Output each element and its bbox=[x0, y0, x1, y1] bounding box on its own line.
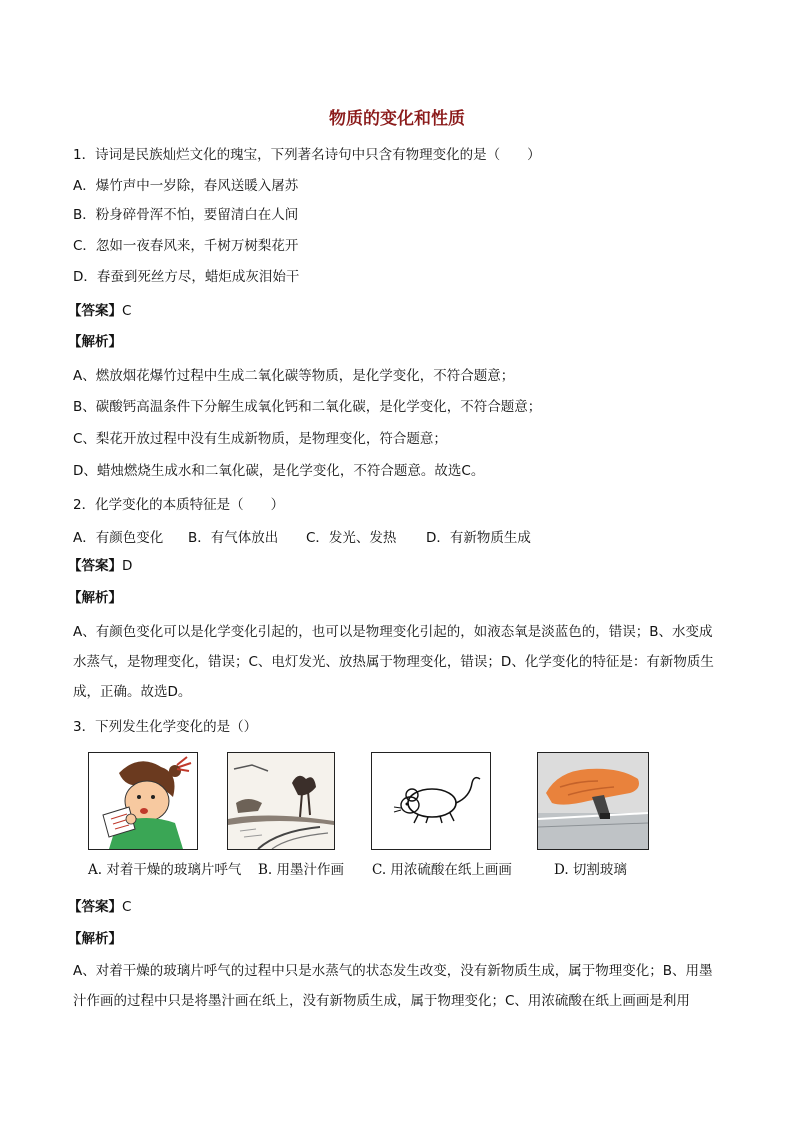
q1-option-d: D．春蚕到死丝方尽，蜡炬成灰泪始干 bbox=[73, 269, 300, 285]
q1-analysis-d: D、蜡烛燃烧生成水和二氧化碳，是化学变化，不符合题意。故选C。 bbox=[73, 463, 485, 479]
q3-stem: 3．下列发生化学变化的是（） bbox=[73, 719, 258, 735]
image-cutting-glass bbox=[537, 752, 649, 850]
q1-analysis-a: A、燃放烟花爆竹过程中生成二氧化碳等物质，是化学变化，不符合题意； bbox=[73, 368, 515, 384]
q2-analysis: A、有颜色变化可以是化学变化引起的，也可以是物理变化引起的，如液态氧是淡蓝色的，错误；B、水变成水蒸气，是物理变化，错误；C、电灯发光、放热属于物理变化，错误；D、化学变化的特征是：有新物质生成，正确。故选D。 bbox=[73, 624, 714, 700]
q2-option-d: D．有新物质生成 bbox=[426, 530, 531, 546]
answer-value: C bbox=[122, 303, 132, 319]
q1-analysis-c: C、梨花开放过程中没有生成新物质，是物理变化，符合题意； bbox=[73, 431, 447, 447]
answer-label: 【答案】 bbox=[68, 558, 122, 574]
q2-answer bbox=[68, 557, 132, 575]
answer-value: D bbox=[122, 558, 133, 574]
q1-option-a: A．爆竹声中一岁除，春风送暖入屠苏 bbox=[73, 178, 299, 194]
q2-option-b: B．有气体放出 bbox=[188, 530, 279, 546]
answer-label: 【答案】 bbox=[68, 303, 122, 319]
q2-stem: 2．化学变化的本质特征是（ ） bbox=[73, 497, 285, 513]
q2-options bbox=[73, 526, 531, 546]
q3-caption-d: D. 切割玻璃 bbox=[554, 862, 627, 878]
q1-analysis-b: B、碳酸钙高温条件下分解生成氧化钙和二氧化碳，是化学变化，不符合题意； bbox=[73, 399, 542, 415]
q1-option-c: C．忽如一夜春风来，千树万树梨花开 bbox=[73, 238, 299, 254]
image-ink-painting bbox=[227, 752, 335, 850]
q1-option-b: B．粉身碎骨浑不怕，要留清白在人间 bbox=[73, 207, 299, 223]
q1-analysis-label: 【解析】 bbox=[68, 334, 122, 350]
q2-option-a: A．有颜色变化 bbox=[73, 530, 164, 546]
image-mouse-drawing bbox=[371, 752, 491, 850]
q3-analysis: A、对着干燥的玻璃片呼气的过程中只是水蒸气的状态发生改变，没有新物质生成，属于物理变化；B、用墨汁作画的过程中只是将墨汁画在纸上，没有新物质生成，属于物理变化；C、用浓硫酸在纸上画画是利用 bbox=[73, 963, 713, 1009]
q3-caption-b: B. 用墨汁作画 bbox=[258, 862, 345, 878]
q3-analysis-label: 【解析】 bbox=[68, 931, 122, 947]
q3-answer bbox=[68, 898, 131, 916]
image-breathing-on-glass bbox=[88, 752, 198, 850]
q2-analysis-label: 【解析】 bbox=[68, 590, 122, 606]
q1-answer bbox=[68, 302, 131, 320]
q2-option-c: C．发光、发热 bbox=[306, 530, 397, 546]
answer-label: 【答案】 bbox=[68, 899, 122, 915]
q1-stem: 1．诗词是民族灿烂文化的瑰宝，下列著名诗句中只含有物理变化的是（ ） bbox=[73, 147, 541, 163]
q3-caption-c: C. 用浓硫酸在纸上画画 bbox=[372, 862, 512, 878]
page-title: 物质的变化和性质 bbox=[329, 109, 465, 129]
answer-value: C bbox=[122, 899, 132, 915]
q3-caption-a: A. 对着干燥的玻璃片呼气 bbox=[88, 862, 242, 878]
